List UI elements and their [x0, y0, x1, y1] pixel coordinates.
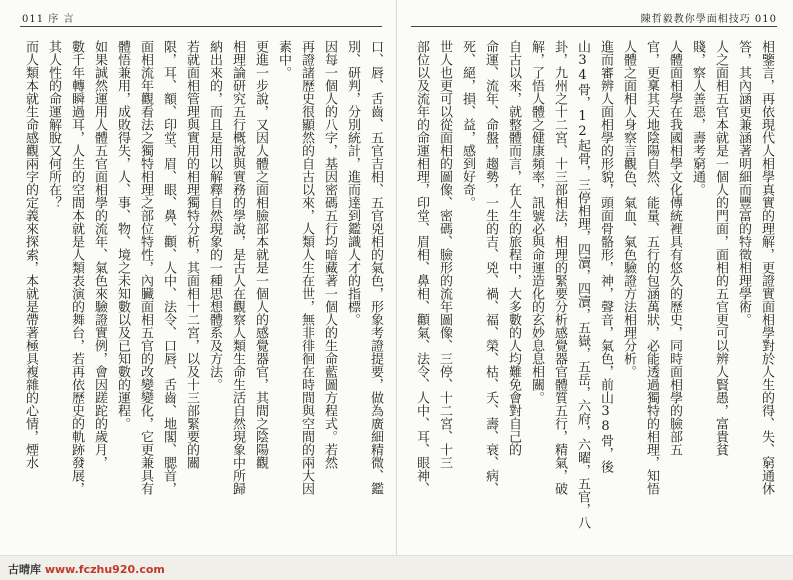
text-column: 解，了悟人體之健康頻率，訊號必與命運造化的玄妙息息相關。 — [529, 40, 544, 404]
text-column: 口、唇、舌齒、五官吉相、五官兇相的氣色，形象考證提要，做為廣細精微、鑑 — [368, 40, 383, 495]
text-column: 人體面相學在我國相學文化傳統裡具有悠久的歷史，同時面相學的臉部五 — [667, 40, 682, 456]
right-header-rule — [411, 26, 777, 27]
text-column: 限，耳、額、印堂、眉、眼、鼻、顴、人中、法令、口唇、舌齒、地閣、腮首， — [161, 40, 176, 495]
text-column: 相理論研究五行概說與實務的學說，是古人在觀察人類生命生活自然現象中所歸 — [230, 40, 245, 495]
text-column: 如果誠然運用人體五官面相學的流年、氣色來驗證實例，會因蹉跎的歲月， — [92, 40, 107, 469]
text-column: 死、絕，損、益，感到好奇。 — [460, 40, 475, 209]
text-column: 相鑒言，再依現代人相學真實的理解，更證實面相學對於人生的得、失、窮通休 — [759, 40, 774, 495]
text-column: 人體之面相人身察言觀色、氣血、氣色驗證方法相理分析。 — [621, 40, 636, 378]
text-column: 體悟兼用，成敗得失，人、事、物、境之未知數以及已知數的運程。 — [115, 40, 130, 430]
site-url-link[interactable]: www.fczhu920.com — [44, 563, 165, 576]
text-column: 若就面相管理與實用的相理獨特分析，其面相十二宮，以及十三部緊要的關 — [184, 40, 199, 469]
text-column: 別、研判，分別統計，進而達到鑑識人才的指標。 — [345, 40, 360, 326]
watermark-footer — [0, 555, 793, 580]
text-column: 因每一個人的八字，基因密碼五行均暗藏著一個人的生命藍圖方程式。若然 — [322, 40, 337, 469]
right-page-header: 陳哲毅教你學面相技巧 010 — [640, 14, 777, 25]
text-column: 而人類本就生命感觀兩字的定義來探索，本就是帶著極具複雜的心情，煙水 — [23, 40, 38, 469]
text-column: 自古以來，就整體而言，在人生的旅程中，大多數的人均難免會對自己的 — [506, 40, 521, 456]
text-column: 人之面相五官本就是一個人的門面，面相的五官更可以辨人賢愚，富貴貧 — [713, 40, 728, 456]
text-column: 部位以及流年的命運相理，印堂、眉相、鼻相、顴氣、法令、人中、耳、眼神、 — [414, 40, 429, 495]
text-column: 面相流年觀看法之獨特相理之部位特性，內臟面相五官的改變變化，它更兼具有 — [138, 40, 153, 495]
text-column: 世人也更可以從面相的圖像、密碼、臉形的流年圖像、三停、十二宮、十三 — [437, 40, 452, 469]
text-column: 數千年轉瞬過耳，人生的空間本就是人類表演的舞台，若再依歷史的軌跡發展， — [69, 40, 84, 495]
text-column: 更進一步說，又因人體之面相臉部本就是一個人的感覺器官，其間之陰陽觀 — [253, 40, 268, 469]
text-column: 進而審辨人面相學的形貌，頭面骨骼形，神，聲音，氣色，前山38骨，後 — [598, 40, 613, 473]
text-column: 素中。 — [276, 40, 291, 79]
logo-text: 古晴库 — [8, 563, 41, 576]
text-column: 卦，九州之十二宮、十三部相法，相理的緊要分析感覺器官體質五行，精氣，破 — [552, 40, 567, 495]
text-column: 命運、流年、命盤，趨勢，一生的吉、兇、禍、福、榮、枯、夭、壽、衰、病、 — [483, 40, 498, 495]
right-page — [397, 0, 793, 580]
text-column: 其人性的命運解脫又何所在？ — [46, 40, 61, 209]
text-column: 答，其內涵更兼涵著明細而豐富的特徵相理學術。 — [736, 40, 751, 326]
left-page-header: 011 序 言 — [22, 14, 75, 25]
text-column: 山34骨，12起骨，三停相理，四瀆，四瀆，五嶽，五岳，六府，六曜，五官，八 — [575, 40, 590, 529]
text-column: 再證諸歷史很顯然的自古以來，人類人生在世，無非徘徊在時間與空間的兩大因 — [299, 40, 314, 495]
text-column: 官，更稟其天地陰陽自然、能量、五行的包涵萬狀，必能透過獨特的相理，知悟 — [644, 40, 659, 495]
site-logo — [8, 561, 165, 577]
text-column: 賤，察人善惡，壽考窮通。 — [690, 40, 705, 196]
text-column: 納出來的，而且是用以解釋自然現象的一種思想體系及方法。 — [207, 40, 222, 391]
left-header-rule — [20, 26, 382, 27]
